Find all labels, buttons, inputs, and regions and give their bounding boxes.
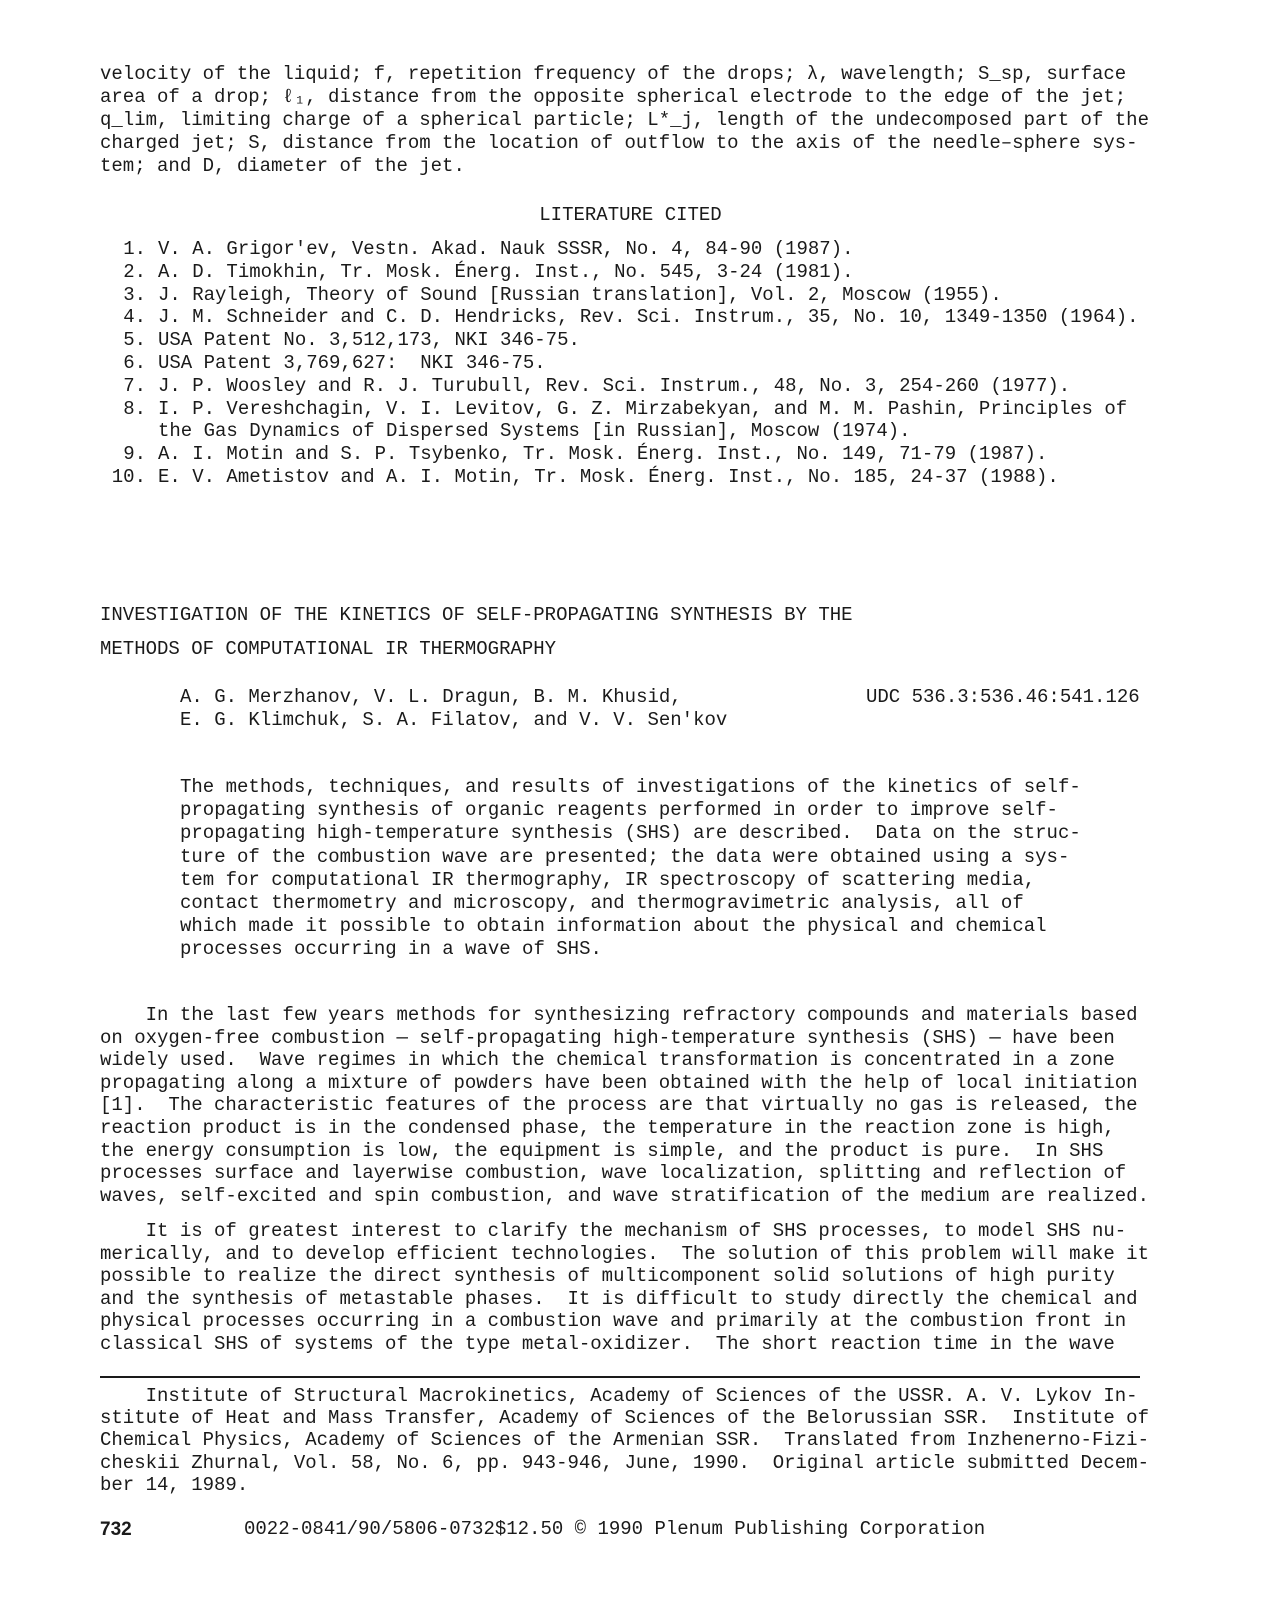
abstract-line: ture of the combustion wave are presented; the data were obtained using a sys- bbox=[180, 845, 1070, 868]
text-line: widely used. Wave regimes in which the chemical transformation is concentrated in a zone bbox=[100, 1049, 1115, 1072]
footnote-line: cheskii Zhurnal, Vol. 58, No. 6, pp. 943-946, June, 1990. Original article submitted Decem- bbox=[100, 1451, 1149, 1474]
reference-text: J. P. Woosley and R. J. Turubull, Rev. Sci. Instrum., 48, No. 3, 254-260 (1977). bbox=[158, 374, 1071, 397]
authors-line-1: A. G. Merzhanov, V. L. Dragun, B. M. Khusid, bbox=[180, 686, 682, 708]
footnote-divider bbox=[100, 1376, 1140, 1378]
page-number: 732 bbox=[100, 1519, 132, 1540]
text-line: processes surface and layerwise combustion, wave localization, splitting and reflection of bbox=[100, 1162, 1127, 1185]
reference-number: 5. bbox=[123, 329, 146, 352]
text-line: on oxygen-free combustion — self-propagating high-temperature synthesis (SHS) — have been bbox=[100, 1026, 1115, 1049]
reference-text: A. I. Motin and S. P. Tsybenko, Tr. Mosk. Énerg. Inst., No. 149, 71-79 (1987). bbox=[158, 443, 1048, 466]
text-line: area of a drop; ℓ₁, distance from the opposite spherical electrode to the edge of the jet; bbox=[100, 86, 1127, 108]
text-line: velocity of the liquid; f, repetition frequency of the drops; λ, wavelength; S_sp, surface bbox=[100, 63, 1127, 85]
body-paragraph-2 bbox=[100, 1220, 1149, 1356]
text-line: [1]. The characteristic features of the process are that virtually no gas is released, the bbox=[100, 1094, 1138, 1117]
abstract bbox=[180, 776, 1081, 962]
reference-number: 6. bbox=[123, 351, 146, 374]
reference-number: 9. bbox=[123, 443, 146, 466]
reference-item bbox=[100, 466, 1160, 489]
reference-item bbox=[100, 375, 1160, 398]
article-title-line-2: METHODS OF COMPUTATIONAL IR THERMOGRAPHY bbox=[100, 638, 557, 660]
footnote-line: ber 14, 1989. bbox=[100, 1473, 249, 1496]
abstract-line: tem for computational IR thermography, IR spectroscopy of scattering media, bbox=[180, 868, 1036, 891]
text-line: the energy consumption is low, the equipment is simple, and the product is pure. In SHS bbox=[100, 1139, 1104, 1162]
footnote-line: Institute of Structural Macrokinetics, Academy of Sciences of the USSR. A. V. Lykov In- bbox=[100, 1385, 1138, 1407]
udc-code: UDC 536.3:536.46:541.126 bbox=[866, 686, 1140, 708]
reference-text: USA Patent 3,769,627: NKI 346-75. bbox=[158, 351, 546, 374]
reference-item bbox=[100, 238, 1160, 261]
reference-item bbox=[100, 306, 1160, 329]
reference-item bbox=[100, 443, 1160, 466]
text-line: merically, and to develop efficient technologies. The solution of this problem will make it bbox=[100, 1242, 1149, 1265]
footnote-line: Chemical Physics, Academy of Sciences of the Armenian SSR. Translated from Inzhenerno-Fizi- bbox=[100, 1429, 1149, 1452]
abstract-line: contact thermometry and microscopy, and thermogravimetric analysis, all of bbox=[180, 892, 1024, 915]
text-line: classical SHS of systems of the type metal-oxidizer. The short reaction time in the wave bbox=[100, 1332, 1115, 1355]
text-line: charged jet; S, distance from the location of outflow to the axis of the needle–sphere sys- bbox=[100, 132, 1138, 154]
reference-text: J. Rayleigh, Theory of Sound [Russian translation], Vol. 2, Moscow (1955). bbox=[158, 283, 1002, 306]
text-line: q_lim, limiting charge of a spherical particle; L*_j, length of the undecomposed part of the bbox=[100, 109, 1149, 131]
reference-text: V. A. Grigor'ev, Vestn. Akad. Nauk SSSR, No. 4, 84-90 (1987). bbox=[158, 238, 854, 260]
abstract-line: propagating high-temperature synthesis (SHS) are described. Data on the struc- bbox=[180, 822, 1081, 845]
reference-item bbox=[100, 284, 1160, 307]
text-line: physical processes occurring in a combustion wave and primarily at the combustion front in bbox=[100, 1310, 1127, 1333]
text-line: and the synthesis of metastable phases. It is difficult to study directly the chemical and bbox=[100, 1287, 1138, 1310]
footnote bbox=[100, 1385, 1149, 1496]
text-line: It is of greatest interest to clarify the mechanism of SHS processes, to model SHS nu- bbox=[100, 1220, 1127, 1242]
text-line: propagating along a mixture of powders have been obtained with the help of local initiation bbox=[100, 1071, 1138, 1094]
reference-text: E. V. Ametistov and A. I. Motin, Tr. Mosk. Énerg. Inst., No. 185, 24-37 (1988). bbox=[158, 465, 1059, 488]
text-line: tem; and D, diameter of the jet. bbox=[100, 155, 465, 177]
reference-number: 10. bbox=[111, 465, 146, 488]
abstract-line: The methods, techniques, and results of investigations of the kinetics of self- bbox=[180, 776, 1081, 798]
reference-text: USA Patent No. 3,512,173, NKI 346-75. bbox=[158, 329, 580, 352]
text-line: reaction product is in the condensed phase, the temperature in the reaction zone is high, bbox=[100, 1116, 1115, 1139]
reference-item bbox=[100, 261, 1160, 284]
reference-item bbox=[100, 352, 1160, 375]
reference-number: 1. bbox=[123, 238, 146, 260]
continuation-text bbox=[100, 63, 1149, 178]
copyright-line: 0022-0841/90/5806-0732$12.50 © 1990 Plenum Publishing Corporation bbox=[244, 1518, 986, 1540]
body-paragraph-1 bbox=[100, 1004, 1149, 1207]
authors-line-2: E. G. Klimchuk, S. A. Filatov, and V. V. Sen'kov bbox=[180, 709, 728, 731]
text-line: waves, self-excited and spin combustion, and wave stratification of the medium are realized. bbox=[100, 1184, 1149, 1207]
reference-item bbox=[100, 398, 1160, 444]
reference-number: 4. bbox=[123, 306, 146, 329]
reference-number: 7. bbox=[123, 374, 146, 397]
text-line: In the last few years methods for synthesizing refractory compounds and materials based bbox=[100, 1004, 1138, 1026]
reference-text: I. P. Vereshchagin, V. I. Levitov, G. Z. Mirzabekyan, and M. M. Pashin, Principles of the Gas Dynamics of Dispersed Systems [in Russian], Moscow (1974). bbox=[158, 397, 1128, 443]
footnote-line: stitute of Heat and Mass Transfer, Academy of Sciences of the Belorussian SSR. Institute of bbox=[100, 1407, 1149, 1430]
reference-text: J. M. Schneider and C. D. Hendricks, Rev. Sci. Instrum., 35, No. 10, 1349-1350 (1964). bbox=[158, 306, 1139, 329]
reference-text: A. D. Timokhin, Tr. Mosk. Énerg. Inst., No. 545, 3-24 (1981). bbox=[158, 260, 854, 283]
abstract-line: propagating synthesis of organic reagents performed in order to improve self- bbox=[180, 799, 1058, 822]
literature-heading: LITERATURE CITED bbox=[539, 204, 722, 226]
reference-number: 8. bbox=[123, 397, 146, 420]
abstract-line: which made it possible to obtain information about the physical and chemical bbox=[180, 915, 1047, 938]
text-line: possible to realize the direct synthesis of multicomponent solid solutions of high purity bbox=[100, 1265, 1115, 1288]
reference-number: 3. bbox=[123, 283, 146, 306]
reference-item bbox=[100, 329, 1160, 352]
abstract-line: processes occurring in a wave of SHS. bbox=[180, 938, 602, 961]
article-title-line-1: INVESTIGATION OF THE KINETICS OF SELF-PROPAGATING SYNTHESIS BY THE bbox=[100, 604, 853, 626]
reference-number: 2. bbox=[123, 260, 146, 283]
reference-list bbox=[100, 238, 1160, 489]
